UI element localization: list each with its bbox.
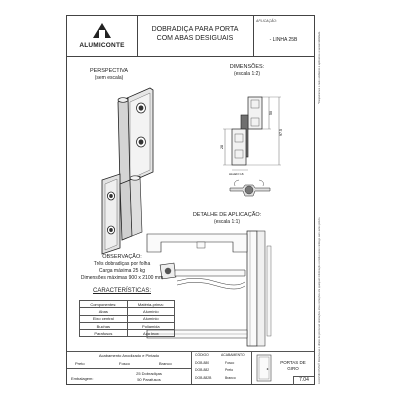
detail-title: DETALHE DE APLICAÇÃO: xyxy=(192,212,262,218)
application-label: APLICAÇÃO: xyxy=(256,19,278,23)
finish-option-matte: Fosco xyxy=(119,361,130,366)
detail-scale: (escala 1:1) xyxy=(213,219,241,225)
finish-title: Acabamento Anodizado e Pintado xyxy=(98,353,160,358)
table-cell: Eixo central xyxy=(80,315,128,322)
category-line2: GIRO xyxy=(287,366,299,371)
code-row-3-code: DOB-882B xyxy=(195,376,212,380)
page-number: 7.04 xyxy=(293,376,314,385)
table-cell: Buchas xyxy=(80,322,128,329)
perspective-title: PERSPECTIVA xyxy=(89,68,129,74)
characteristics-title: CARACTERÍSTICAS: xyxy=(92,288,151,294)
product-title-line1: DOBRADIÇA PARA PORTA xyxy=(151,26,239,33)
finish-option-black: Preto xyxy=(75,361,85,366)
observation-line-1: Três dobradiças por folha xyxy=(93,261,151,267)
table-cell: Parafusos xyxy=(80,330,128,337)
product-title-line2: COM ABAS DESIGUAIS xyxy=(156,35,234,42)
table-header-row xyxy=(80,301,175,308)
table-header: Componentes: xyxy=(80,301,128,308)
plan-view-drawing xyxy=(225,176,275,206)
bottom-divider-v2 xyxy=(251,351,252,384)
finish-option-white: Branco xyxy=(159,361,172,366)
dimensions-scale: (escala 1:2) xyxy=(233,71,261,77)
dimension-top-label: 50 xyxy=(269,111,273,115)
side-note-top: *Respeitamos o meio ambiente e aplicamos a sustentabilidade. xyxy=(318,31,321,104)
finish-divider xyxy=(67,368,191,369)
dimension-bottom-label: ALLEN ¾6 xyxy=(229,172,244,176)
application-value: - LINHA 25B xyxy=(269,37,298,43)
dimension-height-label: 97.5 xyxy=(279,129,283,136)
logo xyxy=(67,16,138,56)
code-row-1-finish: Fosco xyxy=(225,361,235,365)
dimension-lower-label: 28 xyxy=(220,145,224,149)
packaging-item-1: 25 Dobradiças xyxy=(136,371,162,376)
dimensions-drawing xyxy=(215,82,310,177)
table-cell: Poliamida xyxy=(127,322,174,329)
table-row xyxy=(80,308,175,315)
codes-header-finish: ACABAMENTO xyxy=(221,353,245,357)
packaging-label: Embalagem: xyxy=(71,376,94,381)
code-row-3-finish: Branco xyxy=(225,376,236,380)
packaging-item-2: 50 Parafusos xyxy=(137,377,161,382)
codes-header-code: CÓDIGO xyxy=(195,353,209,357)
side-note-right: A ALUMICONTE® Reserva-se o direito de promover alterações e/ou correções em qualquer informação contida neste catálogo sem aviso prévio. xyxy=(318,216,321,384)
brand-name: ALUMICONTE xyxy=(79,42,125,49)
table-row xyxy=(80,322,175,329)
brand-logo-icon xyxy=(93,23,111,38)
door-icon xyxy=(255,354,273,382)
observation-line-2: Carga máxima 25 kg xyxy=(98,268,146,274)
dimensions-title: DIMENSÕES: xyxy=(229,64,265,70)
table-row xyxy=(80,330,175,337)
code-row-1-code: DOB-880 xyxy=(195,361,210,365)
header xyxy=(67,16,314,57)
table-header: Matéria-prima: xyxy=(127,301,174,308)
table-cell: Alumínio xyxy=(127,308,174,315)
table-row xyxy=(80,315,175,322)
application-block xyxy=(253,16,314,56)
code-row-2-finish: Preto xyxy=(225,368,234,372)
bottom-divider-v1 xyxy=(191,351,192,384)
datasheet-frame xyxy=(66,15,315,385)
characteristics-table xyxy=(79,300,175,337)
table-cell: Alumínio xyxy=(127,315,174,322)
title-block xyxy=(137,16,254,56)
code-row-2-code: DOB-882 xyxy=(195,368,210,372)
table-cell: Abas xyxy=(80,308,128,315)
observation-line-3: Dimensões máximas 900 x 2100 mm xyxy=(80,275,164,281)
category-line1: PORTAS DE xyxy=(280,360,306,365)
table-cell: Aço Inox xyxy=(127,330,174,337)
observation-title: OBSERVAÇÃO: xyxy=(102,254,142,260)
perspective-subtitle: (sem escala) xyxy=(94,75,124,81)
